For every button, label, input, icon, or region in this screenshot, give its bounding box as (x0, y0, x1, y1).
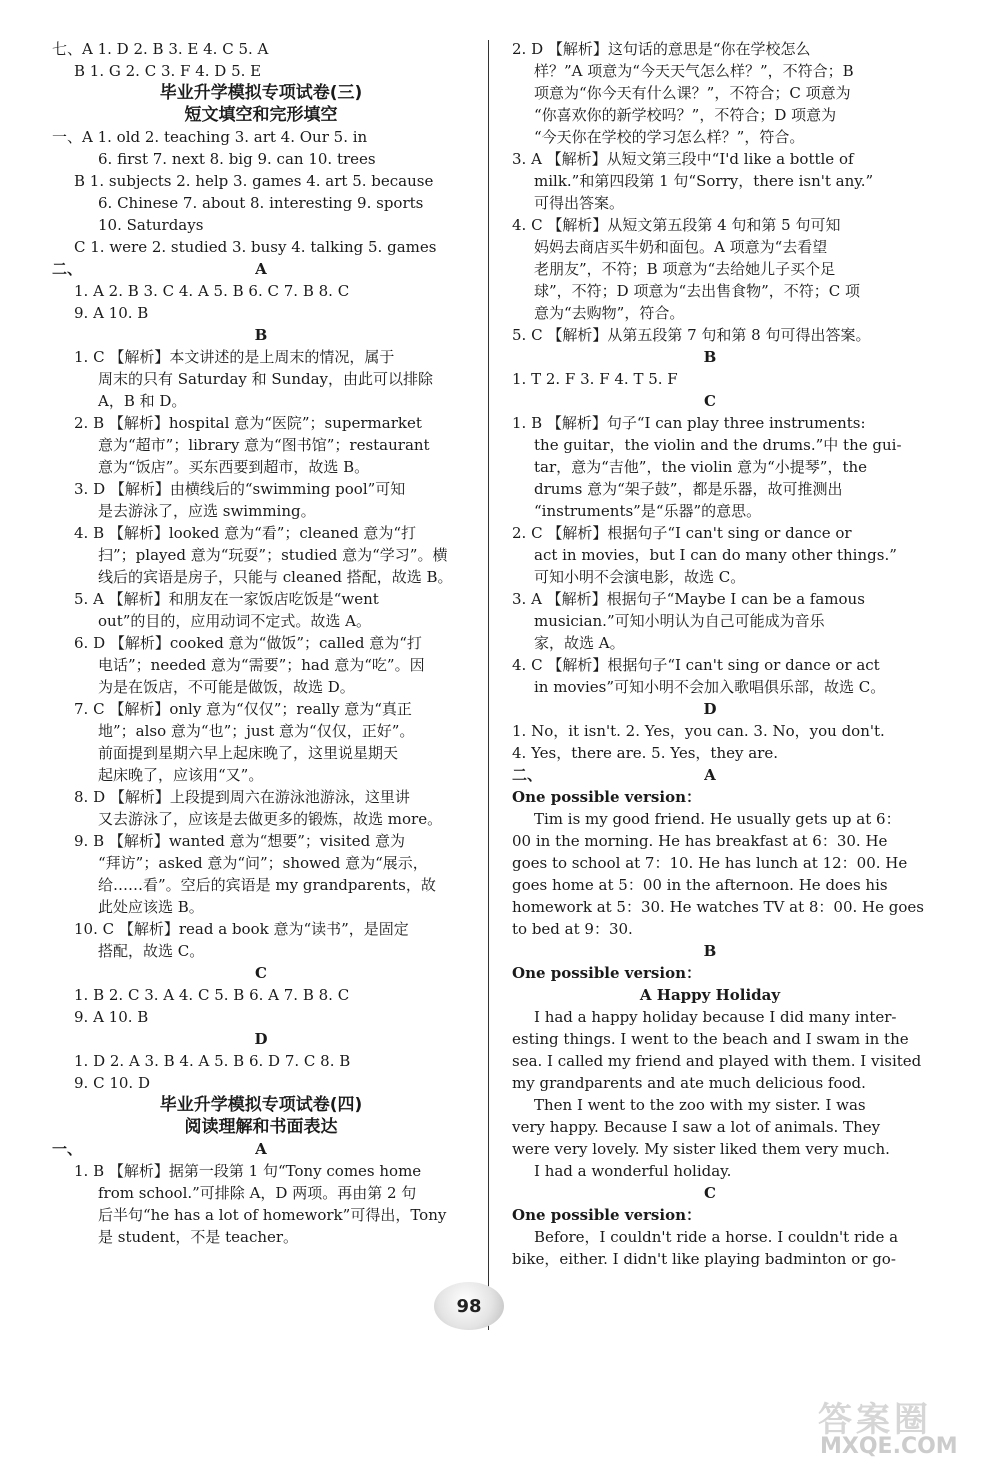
explanation-line: 3. D 【解析】由横线后的“swimming pool”可知 (74, 480, 406, 498)
explanation-line: 球”，不符；D 项意为“去出售食物”，不符；C 项 (534, 282, 861, 300)
explanation-line: musician.”可知小明认为自己可能成为音乐 (534, 612, 825, 630)
essay-line: esting things. I went to the beach and I swam in the (512, 1030, 909, 1048)
part-number: 二、 (52, 260, 83, 278)
explanation-line: milk.”和第四段第 1 句“Sorry，there isn't any.” (534, 172, 874, 190)
part-number: 一、 (52, 1140, 83, 1158)
explanation-line: 妈妈去商店买牛奶和面包。A 项意为“去看望 (534, 238, 828, 256)
answer-line: 1. A 2. B 3. C 4. A 5. B 6. C 7. B 8. C (74, 282, 350, 300)
explanation-line: 项意为“你今天有什么课？”，不符合；C 项意为 (534, 84, 851, 102)
column-divider (488, 40, 489, 1330)
explanation-line: out”的目的，应用动词不定式。故选 A。 (98, 612, 371, 630)
page-number: 98 (456, 1295, 482, 1317)
explanation-line: 后半句“he has a lot of homework”可得出，Tony (98, 1206, 447, 1224)
subsection-letter: C (255, 964, 267, 982)
answer-line: 一、A 1. old 2. teaching 3. art 4. Our 5. in (52, 128, 368, 146)
explanation-line: 为是在饭店，不可能是做饭，故选 D。 (98, 678, 355, 696)
explanation-line: 5. A 【解析】和朋友在一家饭店吃饭是“went (74, 590, 379, 608)
answer-line: B 1. subjects 2. help 3. games 4. art 5. because (74, 172, 434, 190)
explanation-line: 给……看”。空后的宾语是 my grandparents，故 (98, 876, 436, 894)
explanation-line: 老朋友”，不符；B 项意为“去给她儿子买个足 (534, 260, 836, 278)
explanation-line: 家，故选 A。 (534, 634, 625, 652)
subsection-letter: B (703, 942, 717, 960)
watermark-logo: 答案圈 (818, 1400, 932, 1440)
answer-line: 七、A 1. D 2. B 3. E 4. C 5. A (52, 40, 269, 58)
possible-version-label: One possible version： (512, 964, 701, 982)
subsection-letter: A (255, 260, 267, 278)
essay-line: 00 in the morning. He has breakfast at 6：30. He (512, 832, 888, 850)
explanation-line: drums 意为“架子鼓”，都是乐器，故可推测出 (534, 480, 843, 498)
subsection-letter: A (255, 1140, 267, 1158)
essay-title: A Happy Holiday (639, 986, 781, 1004)
answer-line: 9. C 10. D (74, 1074, 150, 1092)
explanation-line: 搭配，故选 C。 (98, 942, 205, 960)
left-column (52, 38, 470, 1248)
explanation-line: “拜访”；asked 意为“问”；showed 意为“展示， (98, 854, 428, 872)
explanation-line: tar，意为“吉他”，the violin 意为“小提琴”，the (534, 458, 868, 476)
explanation-line: A，B 和 D。 (98, 392, 187, 410)
explanation-line: 地”；also 意为“也”；just 意为“仅仅，正好”。 (98, 722, 415, 740)
explanation-line: 意为“饭店”。买东西要到超市，故选 B。 (98, 458, 370, 476)
explanation-line: 4. C 【解析】从短文第五段第 4 句和第 5 句可知 (512, 216, 841, 234)
explanation-line: 起床晚了，应该用“又”。 (98, 766, 264, 784)
explanation-line: 7. C 【解析】only 意为“仅仅”；really 意为“真正 (74, 700, 412, 718)
explanation-line: 周末的只有 Saturday 和 Sunday，由此可以排除 (98, 370, 434, 388)
subsection-letter: C (704, 392, 716, 410)
explanation-line: 3. A 【解析】根据句子“Maybe I can be a famous (512, 590, 865, 608)
part-header (52, 1138, 470, 1160)
answer-line: 6. first 7. next 8. big 9. can 10. trees (98, 150, 376, 168)
subsection-letter: A (704, 766, 716, 784)
answer-line: 1. No，it isn't. 2. Yes，you can. 3. No，you don't. (512, 722, 885, 740)
answer-line: B 1. G 2. C 3. F 4. D 5. E (74, 62, 262, 80)
right-column (512, 38, 924, 1270)
explanation-line: 此处应该选 B。 (98, 898, 204, 916)
explanation-line: “今天你在学校的学习怎么样？”，符合。 (534, 128, 805, 146)
essay-line: homework at 5：30. He watches TV at 8：00. He goes (512, 898, 924, 916)
explanation-line: in movies”可知小明不会加入歌唱俱乐部，故选 C。 (534, 678, 886, 696)
answer-line: 9. A 10. B (74, 1008, 149, 1026)
part-header (512, 764, 908, 786)
essay-line: bike，either. I didn't like playing badminton or go- (512, 1250, 896, 1268)
subsection-letter: D (254, 1030, 268, 1048)
subsection-letter: D (703, 700, 717, 718)
answer-line: 1. B 2. C 3. A 4. C 5. B 6. A 7. B 8. C (74, 986, 350, 1004)
explanation-line: 4. C 【解析】根据句子“I can't sing or dance or act (512, 656, 880, 674)
explanation-line: 意为“超市”；library 意为“图书馆”；restaurant (98, 436, 430, 454)
explanation-line: act in movies，but I can do many other things.” (534, 546, 897, 564)
section-title: 毕业升学模拟专项试卷(四) (159, 1095, 363, 1115)
explanation-line: 4. B 【解析】looked 意为“看”；cleaned 意为“打 (74, 524, 416, 542)
explanation-line: 5. C 【解析】从第五段第 7 句和第 8 句可得出答案。 (512, 326, 871, 344)
section-subtitle: 阅读理解和书面表达 (184, 1117, 338, 1137)
explanation-line: 10. C 【解析】read a book 意为“读书”，是固定 (74, 920, 409, 938)
explanation-line: 又去游泳了，应该是去做更多的锻炼，故选 more。 (98, 810, 443, 828)
explanation-line: 2. D 【解析】这句话的意思是“你在学校怎么 (512, 40, 811, 58)
answer-line: 6. Chinese 7. about 8. interesting 9. sports (98, 194, 424, 212)
part-number: 二、 (512, 766, 543, 784)
essay-line: my grandparents and ate much delicious food. (512, 1074, 866, 1092)
possible-version-label: One possible version： (512, 1206, 701, 1224)
explanation-line: from school.”可排除 A，D 两项。再由第 2 句 (98, 1184, 417, 1202)
explanation-line: 电话”；needed 意为“需要”；had 意为“吃”。因 (98, 656, 425, 674)
essay-line: I had a wonderful holiday. (534, 1162, 732, 1180)
explanation-line: 9. B 【解析】wanted 意为“想要”；visited 意为 (74, 832, 405, 850)
watermark-url: MXQE.COM (820, 1434, 958, 1459)
essay-line: sea. I called my friend and played with them. I visited (512, 1052, 922, 1070)
explanation-line: 8. D 【解析】上段提到周六在游泳池游泳，这里讲 (74, 788, 410, 806)
explanation-line: 样？”A 项意为“今天天气怎么样？”，不符合；B (534, 62, 854, 80)
explanation-line: 3. A 【解析】从短文第三段中“I'd like a bottle of (512, 150, 854, 168)
essay-line: Then I went to the zoo with my sister. I was (534, 1096, 866, 1114)
subsection-letter: B (254, 326, 268, 344)
explanation-line: 2. B 【解析】hospital 意为“医院”；supermarket (74, 414, 422, 432)
essay-line: Before，I couldn't ride a horse. I couldn't ride a (534, 1228, 899, 1246)
possible-version-label: One possible version： (512, 788, 701, 806)
answer-line: 4. Yes，there are. 5. Yes，they are. (512, 744, 778, 762)
subsection-letter: B (703, 348, 717, 366)
page-number-badge (434, 1282, 504, 1330)
subsection-letter: C (704, 1184, 716, 1202)
explanation-line: 可知小明不会演电影，故选 C。 (534, 568, 746, 586)
explanation-line: 意为“去购物”，符合。 (534, 304, 685, 322)
explanation-line: 是 student，不是 teacher。 (98, 1228, 299, 1246)
explanation-line: 6. D 【解析】cooked 意为“做饭”；called 意为“打 (74, 634, 422, 652)
explanation-line: 1. B 【解析】句子“I can play three instruments: (512, 414, 866, 432)
answer-line: 1. T 2. F 3. F 4. T 5. F (512, 370, 678, 388)
answer-line: 10. Saturdays (98, 216, 204, 234)
explanation-line: 1. C 【解析】本文讲述的是上周末的情况，属于 (74, 348, 395, 366)
section-title: 毕业升学模拟专项试卷(三) (159, 83, 363, 103)
explanation-line: “你喜欢你的新学校吗？”，不符合；D 项意为 (534, 106, 837, 124)
essay-line: were very lovely. My sister liked them very much. (512, 1140, 890, 1158)
explanation-line: “instruments”是“乐器”的意思。 (534, 502, 762, 520)
section-subtitle: 短文填空和完形填空 (184, 105, 338, 125)
essay-line: very happy. Because I saw a lot of animals. They (512, 1118, 881, 1136)
essay-line: goes to school at 7：10. He has lunch at 12：00. He (512, 854, 908, 872)
explanation-line: 1. B 【解析】据第一段第 1 句“Tony comes home (74, 1162, 422, 1180)
answer-line: 9. A 10. B (74, 304, 149, 322)
essay-line: Tim is my good friend. He usually gets up at 6： (534, 810, 901, 828)
essay-line: I had a happy holiday because I did many inter- (534, 1008, 897, 1026)
explanation-line: 是去游泳了，应选 swimming。 (98, 502, 316, 520)
explanation-line: 前面提到星期六早上起床晚了，这里说星期天 (98, 744, 399, 762)
explanation-line: 2. C 【解析】根据句子“I can't sing or dance or (512, 524, 852, 542)
essay-line: to bed at 9：30. (512, 920, 633, 938)
explanation-line: the guitar，the violin and the drums.”中 the gui- (534, 436, 902, 454)
explanation-line: 可得出答案。 (534, 194, 625, 212)
answer-line: 1. D 2. A 3. B 4. A 5. B 6. D 7. C 8. B (74, 1052, 351, 1070)
part-header (52, 258, 470, 280)
explanation-line: 扫”；played 意为“玩耍”；studied 意为“学习”。横 (98, 546, 448, 564)
explanation-line: 线后的宾语是房子，只能与 cleaned 搭配，故选 B。 (98, 568, 453, 586)
essay-line: goes home at 5：00 in the afternoon. He does his (512, 876, 888, 894)
answer-line: C 1. were 2. studied 3. busy 4. talking 5. games (74, 238, 437, 256)
